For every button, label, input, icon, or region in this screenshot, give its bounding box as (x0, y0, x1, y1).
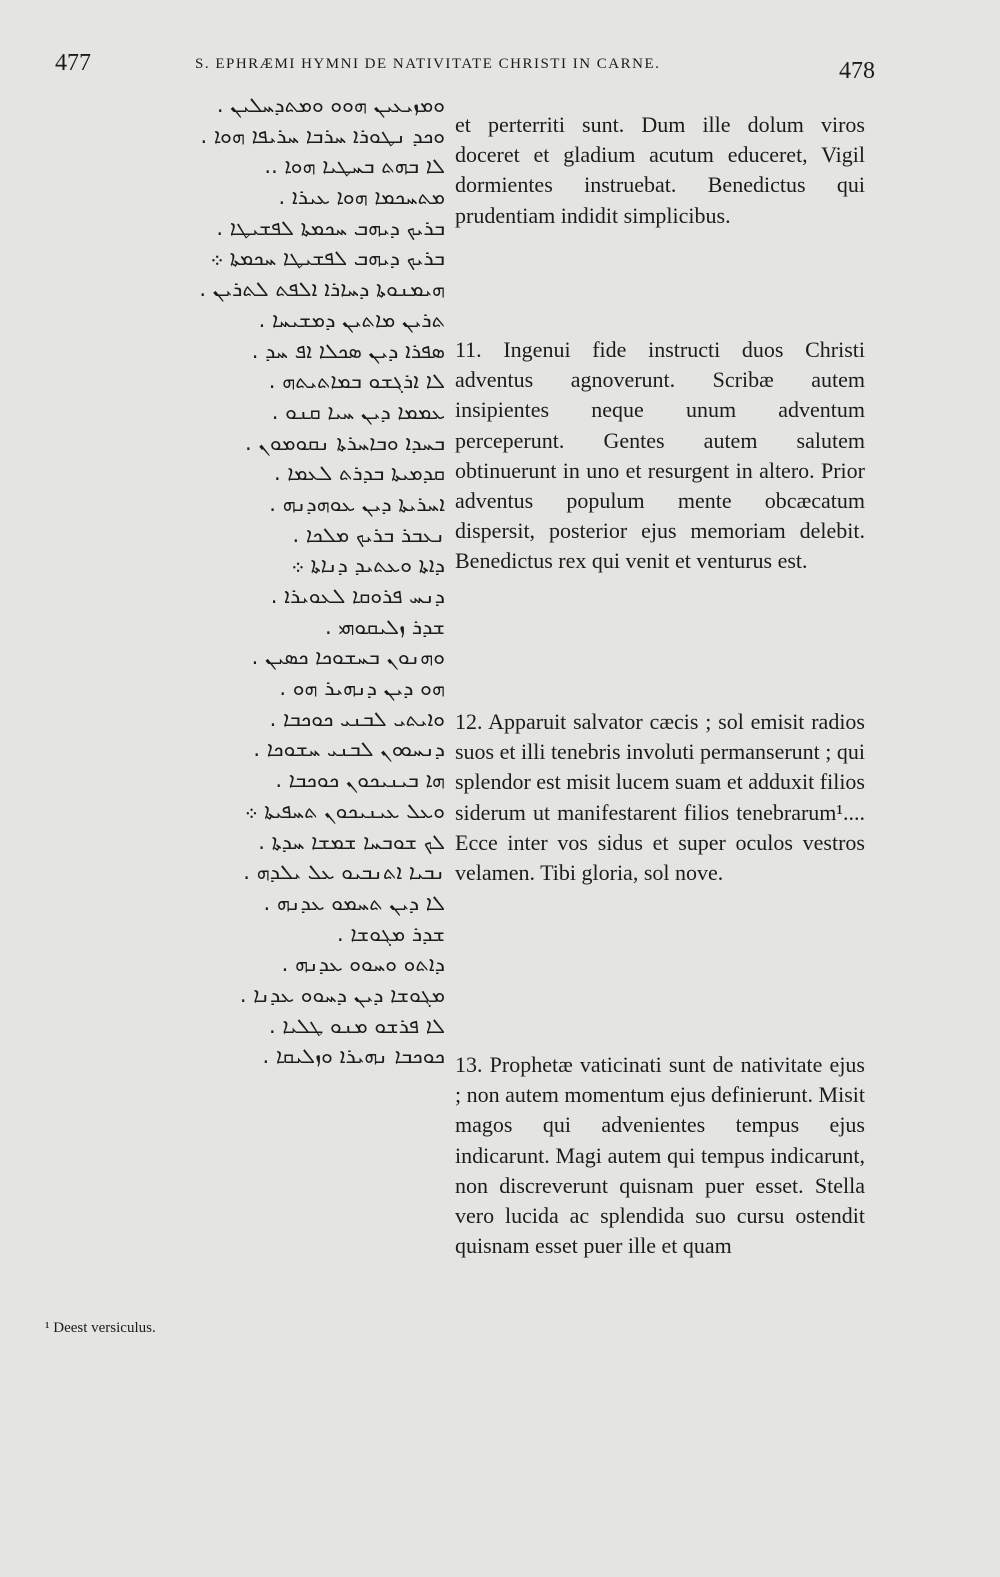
syriac-line: ܕܢܚ ܦܪܘܩܐ ܠܥܘܝܪܐ . (270, 584, 445, 608)
syriac-line: ܘܗܢܘܢ ܒܚܫܘܟܐ ܟܣܝܢ . (251, 645, 445, 670)
syriac-line: ܩܕܡܝܬܐ ܒܕܪܬ ܠܥܡܐ . (273, 461, 445, 486)
running-title: S. EPHRÆMI HYMNI DE NATIVITATE CHRISTI IN CARNE. (195, 56, 661, 72)
syriac-line: ܡܓܘܫܐ ܕܝܢ ܕܚܘܘ ܥܕܢܐ . (239, 982, 445, 1007)
syriac-line: ܕܐܬܘ ܘܚܘܘ ܥܕܢܗ . (281, 952, 445, 977)
paragraph-intro: et perterriti sunt. Dum ille dolum viros doceret et gladium acutum educeret, Vigil dormientes instruebat. Benedictus qui prudentiam indidit simplicibus. (455, 112, 865, 228)
syriac-line: ܠܐ ܐܪܓܫܘ ܒܡܐܬܝܬܗ . (268, 369, 445, 394)
syriac-line: ܟܘܟܒܐ ܢܗܝܪܐ ܘܙܠܝܩܐ . (262, 1044, 445, 1069)
syriac-line: ܠܐ ܦܪܫܘ ܡܢܘ ܛܠܝܐ . (269, 1013, 445, 1038)
syriac-line: ܡܬܚܟܡܐ ܗܘܐ ܥܝܪܐ . (278, 185, 445, 210)
syriac-line: ܒܚܕܐ ܘܒܐܚܪܬܐ ܢܩܘܡܘܢ . (245, 430, 445, 455)
syriac-line: ܐܚܪܝܬܐ ܕܝܢ ܥܘܗܕܢܗ . (269, 491, 445, 516)
syriac-line: ܠܐ ܒܗܬ ܒܚܛܝܐ ܗܘܐ .. (264, 154, 445, 179)
syriac-line: ܫܕܪ ܙܠܝܩܘܗܝ . (324, 614, 445, 639)
syriac-line: ܬܪܝܢ ܡܐܬܝܢ ܕܡܫܝܚܐ . (258, 307, 445, 332)
syriac-line: ܥܡܡܐ ܕܝܢ ܚܝܐ ܩܢܘ . (271, 399, 445, 424)
footnote: ¹ Deest versiculus. (45, 1320, 156, 1336)
running-header (55, 50, 875, 90)
syriac-line: ܗܘ ܕܝܢ ܕܢܗܝܪ ܗܘ . (279, 676, 445, 701)
syriac-line: ܕܐܬܐ ܘܥܬܝܕ ܕܢܐܬܐ ܀ (291, 553, 445, 578)
syriac-line: ܢܒܝܐ ܐܬܢܒܝܘ ܥܠ ܝܠܕܗ . (243, 860, 445, 885)
right-page-number: 478 (839, 58, 875, 84)
syriac-column (115, 90, 445, 1072)
syriac-line: ܘܟܕ ܢܛܘܪܐ ܚܪܒܐ ܚܪܝܦܐ ܗܘܐ . (200, 123, 445, 148)
paragraph-13: 13. Prophetæ vaticinati sunt de nativitate ejus ; non autem momentum ejus definierunt. Misit magos qui advenientes tempus ejus indicarunt. Magi autem qui tempus indicarunt, non discreverunt quisnam puer esset. Stella vero lucida ac splendida suo cursu ostendit quisnam esset puer ille et quam (455, 1052, 865, 1259)
syriac-line: ܠܐ ܕܝܢ ܬܚܡܘ ܥܕܢܗ . (263, 890, 445, 915)
syriac-line: ܗܐ ܒܝܢܝܟܘܢ ܟܘܟܒܐ . (275, 768, 445, 793)
syriac-line: ܒܪܝܟ ܕܝܗܒ ܠܦܫܝܛܐ ܚܟܡܬܐ ܀ (210, 246, 445, 271)
syriac-line: ܗܝܡܢܘܬܐ ܕܚܐܪܐ ܐܠܦܬ ܠܬܪܝܢ . (199, 277, 445, 302)
syriac-line: ܘܐܝܬܝ ܠܒܢܝ ܟܘܟܒܐ . (269, 706, 445, 731)
syriac-line: ܘܥܠ ܥܝܢܝܟܘܢ ܬܚܦܝܬܐ ܀ (244, 798, 445, 823)
syriac-line: ܠܟ ܫܘܒܚܐ ܫܡܫܐ ܚܕܬܐ . (258, 829, 445, 854)
left-page-number: 477 (55, 50, 91, 76)
syriac-line: ܫܕܪ ܡܓܘܫܐ . (337, 921, 445, 946)
syriac-line: ܣܦܪܐ ܕܝܢ ܣܟܠܐ ܐܦ ܚܕ . (251, 338, 445, 363)
paragraph-11: 11. Ingenui fide instructi duos Christi adventus agnoverunt. Scribæ autem insipientes neque unum adventum perceperunt. Gentes autem salutem obtinuerunt in uno et resurgent in altero. Prior adventus populum mente obcæcatum dispersit, posterior ejus memoriam delebit. Benedictus rex qui venit et venturus est. (455, 337, 865, 574)
paragraph-12: 12. Apparuit salvator cæcis ; sol emisit radios suos et illi tenebris involuti permanserunt ; qui splendor est misit lucem suam et adduxit filios siderum ut manifestarent filios tenebrarum¹.... Ecce inter vos sidus et super oculos vestros velamen. Tibi gloria, sol nove. (455, 709, 865, 886)
syriac-line: ܢܥܒܪ ܒܪܝܟ ܡܠܟܐ . (292, 522, 445, 547)
syriac-line: ܒܪܝܟ ܕܝܗܒ ܚܟܡܬܐ ܠܦܫܝܛܐ . (216, 215, 445, 240)
syriac-line: ܘܡܙܝܥܝܢ ܗܘܘ ܘܡܬܕܚܠܝܢ . (216, 93, 445, 117)
syriac-line: ܕܢܚܘܘܢ ܠܒܢܝ ܚܫܘܟܐ . (253, 737, 445, 762)
